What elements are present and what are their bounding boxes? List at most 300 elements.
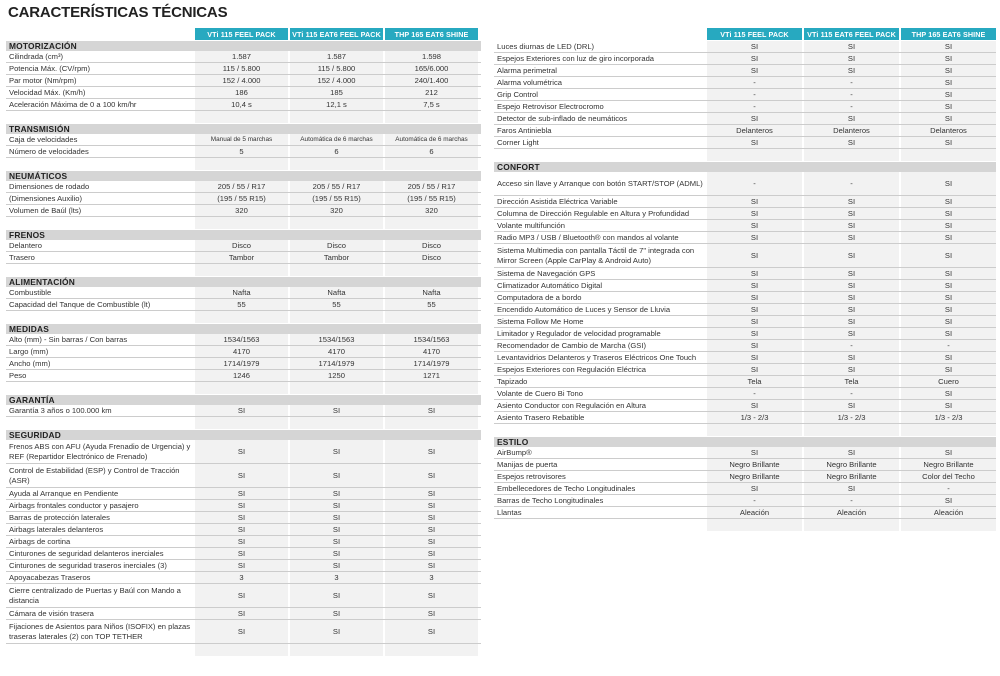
- spec-label: Asiento Conductor con Regulación en Altura: [497, 400, 647, 410]
- spec-label: Cinturones de seguridad delanteros inerciales: [9, 548, 164, 558]
- spec-value: SI: [901, 137, 996, 148]
- spec-value: SI: [901, 447, 996, 458]
- section-header-cell: [290, 171, 383, 181]
- gap-cell: [290, 417, 383, 429]
- spec-value: -: [804, 172, 899, 195]
- gap-cell: [901, 519, 996, 531]
- spec-value: -: [707, 101, 802, 112]
- spec-label: Potencia Máx. (CV/rpm): [9, 63, 91, 73]
- spec-value: SI: [804, 400, 899, 411]
- section-gap: [6, 382, 481, 394]
- spec-row: [6, 193, 481, 205]
- spec-label: Frenos ABS con AFU (Ayuda Frenadio de Urgencia) y REF (Repartidor Electrónico de Frenado): [9, 442, 191, 461]
- section-header-cell: [290, 124, 383, 134]
- spec-row: [6, 524, 481, 536]
- spec-value: SI: [385, 608, 478, 619]
- section-header-cell: [901, 162, 996, 172]
- spec-label: Manijas de puerta: [497, 459, 558, 469]
- spec-label: Faros Antiniebla: [497, 125, 552, 135]
- spec-row: [494, 292, 996, 304]
- spec-value: SI: [707, 364, 802, 375]
- spec-label: Tapizado: [497, 376, 528, 386]
- spec-row: [494, 196, 996, 208]
- spec-value: SI: [385, 524, 478, 535]
- spec-label: Alarma volumétrica: [497, 77, 562, 87]
- column-header: VTi 115 FEEL PACK: [707, 28, 802, 40]
- spec-row: [494, 412, 996, 424]
- spec-value: SI: [707, 280, 802, 291]
- spec-value: 1714/1979: [385, 358, 478, 369]
- spec-value: SI: [290, 464, 383, 487]
- spec-row: [6, 536, 481, 548]
- section-header-cell: [195, 430, 288, 440]
- spec-label: Par motor (Nm/rpm): [9, 75, 77, 85]
- spec-value: Manual de 5 marchas: [195, 134, 288, 145]
- spec-value: SI: [901, 328, 996, 339]
- spec-label: Detector de sub-inflado de neumáticos: [497, 113, 628, 123]
- spec-label: Sistema Follow Me Home: [497, 316, 584, 326]
- section-header: [6, 430, 481, 440]
- spec-value: -: [707, 495, 802, 506]
- spec-row: [494, 495, 996, 507]
- spec-row: [494, 113, 996, 125]
- spec-row: [494, 101, 996, 113]
- spec-label: Largo (mm): [9, 346, 49, 356]
- section-gap: [6, 264, 481, 276]
- gap-cell: [195, 111, 288, 123]
- spec-value: Disco: [195, 240, 288, 251]
- spec-row: [6, 134, 481, 146]
- gap-cell: [385, 417, 478, 429]
- gap-cell: [290, 382, 383, 394]
- section-title: FRENOS: [9, 230, 46, 240]
- gap-cell: [195, 417, 288, 429]
- gap-cell: [195, 264, 288, 276]
- spec-value: Automática de 6 marchas: [385, 134, 478, 145]
- gap-cell: [385, 382, 478, 394]
- spec-label: Volumen de Baúl (lts): [9, 205, 82, 215]
- section-header: [6, 171, 481, 181]
- spec-value: SI: [804, 53, 899, 64]
- spec-row: [6, 560, 481, 572]
- spec-label: Luces diurnas de LED (DRL): [497, 41, 595, 51]
- section-header-cell: [195, 41, 288, 51]
- spec-label: Aceleración Máxima de 0 a 100 km/hr: [9, 99, 137, 109]
- spec-value: 115 / 5.800: [290, 63, 383, 74]
- gap-label: [494, 424, 705, 436]
- section-title: GARANTÍA: [9, 395, 55, 405]
- spec-row: [6, 464, 481, 488]
- spec-label: Airbags frontales conductor y pasajero: [9, 500, 139, 510]
- spec-value: Delanteros: [707, 125, 802, 136]
- spec-label: Grip Control: [497, 89, 538, 99]
- spec-value: SI: [195, 524, 288, 535]
- spec-value: SI: [901, 244, 996, 267]
- spec-value: SI: [901, 77, 996, 88]
- spec-row: [6, 75, 481, 87]
- spec-value: SI: [195, 584, 288, 607]
- left-spec-table: [6, 28, 481, 656]
- spec-label: Volante de Cuero Bi Tono: [497, 388, 583, 398]
- spec-value: SI: [385, 548, 478, 559]
- spec-value: 6: [385, 146, 478, 157]
- spec-value: SI: [804, 232, 899, 243]
- spec-row: [6, 205, 481, 217]
- section-gap: [494, 149, 996, 161]
- spec-label: Peso: [9, 370, 27, 380]
- spec-value: SI: [290, 405, 383, 416]
- spec-row: [6, 87, 481, 99]
- spec-value: SI: [901, 400, 996, 411]
- spec-row: [494, 244, 996, 268]
- column-header-spacer: [494, 28, 705, 40]
- spec-label: Asiento Trasero Rebatible: [497, 412, 585, 422]
- spec-value: SI: [707, 208, 802, 219]
- spec-value: SI: [385, 536, 478, 547]
- spec-label: Ancho (mm): [9, 358, 51, 368]
- gap-cell: [290, 158, 383, 170]
- spec-value: SI: [804, 483, 899, 494]
- spec-row: [494, 172, 996, 196]
- column-header: THP 165 EAT6 SHINE: [901, 28, 996, 40]
- column-header: VTi 115 EAT6 FEEL PACK: [804, 28, 899, 40]
- section-gap: [6, 644, 481, 656]
- spec-row: [494, 340, 996, 352]
- spec-value: SI: [290, 512, 383, 523]
- section-header-cell: [804, 437, 899, 447]
- spec-value: 320: [195, 205, 288, 216]
- spec-row: [6, 240, 481, 252]
- spec-row: [494, 364, 996, 376]
- section-header-cell: [195, 171, 288, 181]
- spec-value: SI: [385, 512, 478, 523]
- spec-label: Volante multifunción: [497, 220, 565, 230]
- spec-value: SI: [385, 500, 478, 511]
- section-header-cell: [707, 437, 802, 447]
- spec-row: [494, 220, 996, 232]
- spec-value: Aleación: [901, 507, 996, 518]
- section-gap: [6, 217, 481, 229]
- spec-row: [6, 572, 481, 584]
- spec-value: 3: [195, 572, 288, 583]
- section-header-cell: [385, 324, 478, 334]
- spec-value: SI: [707, 352, 802, 363]
- spec-value: SI: [195, 512, 288, 523]
- spec-section: [494, 162, 996, 436]
- spec-row: [494, 125, 996, 137]
- spec-label: Radio MP3 / USB / Bluetooth® con mandos al volante: [497, 232, 679, 242]
- spec-value: SI: [804, 447, 899, 458]
- spec-label: Apoyacabezas Traseros: [9, 572, 91, 582]
- section-header-cell: [385, 124, 478, 134]
- spec-value: SI: [707, 483, 802, 494]
- spec-row: [6, 548, 481, 560]
- spec-label: Espejo Retrovisor Electrocromo: [497, 101, 604, 111]
- spec-value: SI: [290, 560, 383, 571]
- spec-row: [6, 181, 481, 193]
- spec-value: -: [707, 172, 802, 195]
- spec-row: [494, 316, 996, 328]
- spec-value: Disco: [290, 240, 383, 251]
- spec-value: SI: [707, 41, 802, 52]
- spec-value: 1.598: [385, 51, 478, 62]
- spec-value: SI: [804, 316, 899, 327]
- spec-value: SI: [901, 388, 996, 399]
- spec-row: [6, 346, 481, 358]
- column-header: VTi 115 FEEL PACK: [195, 28, 288, 40]
- section-header-cell: [290, 395, 383, 405]
- spec-row: [6, 405, 481, 417]
- spec-value: SI: [195, 536, 288, 547]
- spec-section: [6, 124, 481, 170]
- column-header: THP 165 EAT6 SHINE: [385, 28, 478, 40]
- section-gap: [6, 417, 481, 429]
- spec-row: [494, 388, 996, 400]
- spec-row: [494, 77, 996, 89]
- gap-cell: [290, 264, 383, 276]
- section-title: CONFORT: [497, 162, 540, 172]
- spec-value: 205 / 55 / R17: [290, 181, 383, 192]
- gap-cell: [707, 519, 802, 531]
- spec-value: SI: [901, 495, 996, 506]
- spec-value: (195 / 55 R15): [290, 193, 383, 204]
- spec-value: SI: [804, 220, 899, 231]
- spec-row: [6, 252, 481, 264]
- spec-value: 1.587: [195, 51, 288, 62]
- spec-value: SI: [804, 352, 899, 363]
- spec-value: SI: [804, 65, 899, 76]
- section-header-cell: [195, 124, 288, 134]
- spec-row: [494, 328, 996, 340]
- spec-row: [494, 41, 996, 53]
- spec-value: SI: [804, 196, 899, 207]
- spec-value: SI: [707, 113, 802, 124]
- section-title: MEDIDAS: [9, 324, 50, 334]
- section-header-cell: [385, 230, 478, 240]
- spec-value: 55: [195, 299, 288, 310]
- spec-label: Dimensiones de rodado: [9, 181, 90, 191]
- section-header-cell: [804, 162, 899, 172]
- spec-value: SI: [901, 41, 996, 52]
- spec-row: [494, 447, 996, 459]
- spec-value: SI: [804, 328, 899, 339]
- spec-value: SI: [804, 280, 899, 291]
- spec-value: -: [707, 89, 802, 100]
- section-gap: [6, 311, 481, 323]
- spec-row: [494, 268, 996, 280]
- gap-label: [6, 644, 193, 656]
- spec-label: Airbags de cortina: [9, 536, 71, 546]
- spec-value: Negro Brillante: [804, 471, 899, 482]
- column-header-spacer: [6, 28, 193, 40]
- spec-value: SI: [195, 560, 288, 571]
- spec-label: Capacidad del Tanque de Combustible (lt): [9, 299, 151, 309]
- spec-row: [6, 99, 481, 111]
- spec-value: SI: [901, 232, 996, 243]
- section-header-cell: [195, 395, 288, 405]
- spec-label: Acceso sin llave y Arranque con botón START/STOP (ADML): [497, 178, 703, 188]
- gap-label: [6, 311, 193, 323]
- gap-cell: [290, 111, 383, 123]
- gap-cell: [707, 149, 802, 161]
- spec-value: SI: [901, 53, 996, 64]
- spec-row: [494, 89, 996, 101]
- spec-value: SI: [901, 196, 996, 207]
- spec-value: 1714/1979: [195, 358, 288, 369]
- spec-row: [494, 208, 996, 220]
- spec-value: SI: [901, 304, 996, 315]
- spec-value: Negro Brillante: [707, 471, 802, 482]
- spec-row: [6, 500, 481, 512]
- spec-section: [494, 437, 996, 531]
- spec-row: [494, 65, 996, 77]
- spec-section: [6, 395, 481, 429]
- spec-section: [6, 324, 481, 394]
- spec-value: SI: [901, 65, 996, 76]
- spec-label: Cierre centralizado de Puertas y Baúl con Mando a distancia: [9, 586, 181, 605]
- spec-value: SI: [901, 113, 996, 124]
- section-header-cell: [385, 395, 478, 405]
- spec-value: -: [707, 388, 802, 399]
- spec-value: SI: [901, 316, 996, 327]
- spec-value: SI: [901, 101, 996, 112]
- spec-value: 10,4 s: [195, 99, 288, 110]
- spec-value: 320: [385, 205, 478, 216]
- spec-value: SI: [804, 41, 899, 52]
- spec-row: [6, 512, 481, 524]
- gap-label: [6, 417, 193, 429]
- spec-row: [494, 137, 996, 149]
- spec-value: 12,1 s: [290, 99, 383, 110]
- spec-value: Cuero: [901, 376, 996, 387]
- spec-value: Tambor: [290, 252, 383, 263]
- section-header-cell: [385, 171, 478, 181]
- spec-section: [6, 41, 481, 123]
- spec-value: 205 / 55 / R17: [195, 181, 288, 192]
- spec-row: [6, 370, 481, 382]
- gap-cell: [290, 311, 383, 323]
- section-header-cell: [195, 324, 288, 334]
- section-header-cell: [290, 277, 383, 287]
- spec-value: SI: [804, 244, 899, 267]
- spec-value: 6: [290, 146, 383, 157]
- spec-value: Aleación: [707, 507, 802, 518]
- spec-value: SI: [901, 280, 996, 291]
- spec-value: SI: [290, 584, 383, 607]
- spec-label: Limitador y Regulador de velocidad programable: [497, 328, 661, 338]
- spec-value: SI: [385, 405, 478, 416]
- spec-row: [6, 63, 481, 75]
- spec-value: SI: [195, 620, 288, 643]
- gap-cell: [290, 644, 383, 656]
- spec-value: Color del Techo: [901, 471, 996, 482]
- spec-value: SI: [804, 113, 899, 124]
- section-header-cell: [290, 430, 383, 440]
- spec-value: Negro Brillante: [707, 459, 802, 470]
- spec-value: 3: [385, 572, 478, 583]
- spec-label: Sistema de Navegación GPS: [497, 268, 596, 278]
- spec-value: 5: [195, 146, 288, 157]
- gap-cell: [195, 644, 288, 656]
- spec-value: Disco: [385, 240, 478, 251]
- spec-value: SI: [804, 364, 899, 375]
- spec-value: 1/3 - 2/3: [707, 412, 802, 423]
- spec-value: SI: [290, 524, 383, 535]
- spec-value: SI: [195, 440, 288, 463]
- spec-value: 1534/1563: [290, 334, 383, 345]
- spec-value: SI: [290, 620, 383, 643]
- spec-value: 1250: [290, 370, 383, 381]
- gap-cell: [385, 217, 478, 229]
- right-spec-table: [494, 28, 996, 531]
- spec-label: Caja de velocidades: [9, 134, 78, 144]
- spec-value: SI: [195, 405, 288, 416]
- section-header-cell: [901, 437, 996, 447]
- spec-value: SI: [385, 560, 478, 571]
- section-header: [6, 124, 481, 134]
- spec-value: 1/3 - 2/3: [804, 412, 899, 423]
- spec-row: [494, 232, 996, 244]
- spec-value: -: [804, 495, 899, 506]
- spec-value: -: [901, 340, 996, 351]
- spec-row: [6, 358, 481, 370]
- spec-section: [494, 41, 996, 161]
- spec-label: Recomendador de Cambio de Marcha (GSI): [497, 340, 646, 350]
- spec-label: Computadora de a bordo: [497, 292, 582, 302]
- spec-value: SI: [290, 500, 383, 511]
- spec-value: 7,5 s: [385, 99, 478, 110]
- spec-value: 55: [385, 299, 478, 310]
- spec-value: SI: [290, 440, 383, 463]
- gap-label: [6, 158, 193, 170]
- spec-value: 152 / 4.000: [195, 75, 288, 86]
- spec-label: Columna de Dirección Regulable en Altura y Profundidad: [497, 208, 690, 218]
- spec-value: 1534/1563: [385, 334, 478, 345]
- spec-value: SI: [804, 292, 899, 303]
- spec-value: SI: [707, 232, 802, 243]
- spec-value: SI: [707, 400, 802, 411]
- spec-value: SI: [901, 352, 996, 363]
- gap-cell: [804, 424, 899, 436]
- spec-value: 115 / 5.800: [195, 63, 288, 74]
- spec-label: Control de Estabilidad (ESP) y Control de Tracción (ASR): [9, 466, 180, 485]
- spec-value: SI: [901, 220, 996, 231]
- spec-value: SI: [804, 268, 899, 279]
- spec-label: Barras de protección laterales: [9, 512, 110, 522]
- spec-value: Delanteros: [901, 125, 996, 136]
- spec-value: -: [804, 388, 899, 399]
- section-header: [6, 230, 481, 240]
- spec-value: Negro Brillante: [901, 459, 996, 470]
- spec-value: Tambor: [195, 252, 288, 263]
- section-header: [6, 395, 481, 405]
- gap-cell: [385, 158, 478, 170]
- spec-value: 3: [290, 572, 383, 583]
- gap-label: [6, 217, 193, 229]
- spec-value: 1714/1979: [290, 358, 383, 369]
- spec-label: Alarma perimetral: [497, 65, 557, 75]
- spec-value: SI: [195, 608, 288, 619]
- spec-value: SI: [707, 53, 802, 64]
- spec-label: Cinturones de seguridad traseros inerciales (3): [9, 560, 167, 570]
- page-title: CARACTERÍSTICAS TÉCNICAS: [8, 4, 228, 21]
- spec-label: Número de velocidades: [9, 146, 89, 156]
- spec-value: SI: [707, 244, 802, 267]
- spec-value: SI: [195, 488, 288, 499]
- spec-value: SI: [804, 304, 899, 315]
- spec-label: Cilindrada (cm³): [9, 51, 64, 61]
- spec-value: SI: [195, 500, 288, 511]
